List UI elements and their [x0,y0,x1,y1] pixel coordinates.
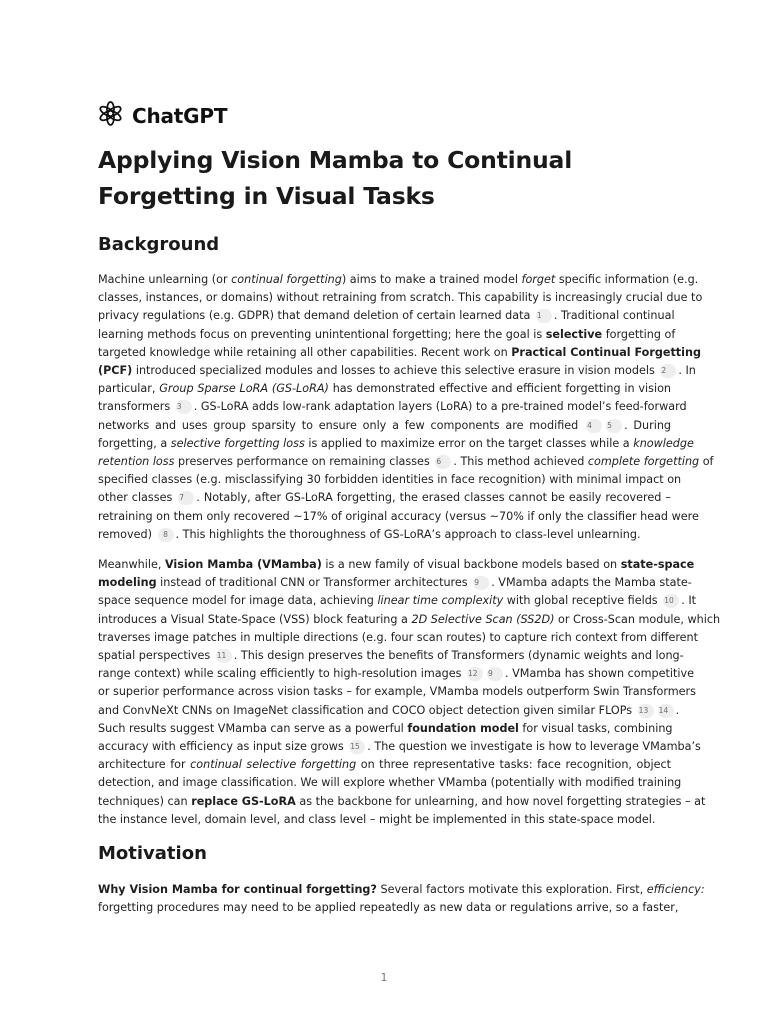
citation-badge[interactable]: 9 [473,576,489,590]
text-line: the instance level, domain level, and class level – might be implemented in this state-space model. [98,812,656,826]
text-line: targeted knowledge while retaining all other capabilities. Recent work on Practical Continual Forgetting [98,345,701,359]
text-line: Machine unlearning (or continual forgetting) aims to make a trained model forget specific information (e.g. [98,273,699,286]
citation-badge[interactable]: 7 [178,491,194,505]
brand-header [97,100,227,131]
text-line: transformers 3 . GS-LoRA adds low-rank adaptation layers (LoRA) to a pre-trained model’s feed-forward [98,400,687,414]
text-line: range context) while scaling efficiently to high-resolution images 12 9 . VMamba has shown competitive [98,667,694,681]
text-line: privacy regulations (e.g. GDPR) that demand deletion of certain learned data 1 . Traditional continual [98,309,675,323]
text-line: classes, instances, or domains) without retraining from scratch. This capability is increasingly crucial due to [98,291,703,305]
citation-badge[interactable]: 14 [658,704,674,718]
text-line: learning methods focus on preventing unintentional forgetting; here the goal is selective forgetting of [98,327,676,341]
citation-badge[interactable]: 3 [176,400,192,414]
paragraph-background-2 [98,556,721,829]
citation-badge[interactable]: 10 [663,594,679,608]
text-line: removed) 8 . This highlights the thoroughness of GS-LoRA’s approach to class-level unlearning. [98,527,641,541]
citation-badge[interactable]: 8 [158,528,174,542]
brand-name: ChatGPT [132,103,228,128]
text-line: modeling instead of traditional CNN or Transformer architectures 9 . VMamba adapts the Mamba state- [98,576,692,590]
text-line: architecture for continual selective forgetting on three representative tasks: face recognition, object [98,758,671,772]
text-line: networks and uses group sparsity to ensure only a few components are modified 4 5 . During [98,418,672,432]
text-line: detection, and image classification. We will explore whether VMamba (potentially with modified training [98,776,682,790]
text-line: (PCF) introduced specialized modules and losses to achieve this selective erasure in vision models 2 . In [98,364,696,378]
citation-badge[interactable]: 11 [216,649,232,663]
text-line: other classes 7 . Notably, after GS-LoRA forgetting, the erased classes cannot be easily recovered – [98,491,671,505]
paragraph-motivation-1 [98,881,705,917]
text-line: forgetting, a selective forgetting loss is applied to maximize error on the target classes while a knowledge [98,436,694,450]
text-line: retention loss preserves performance on remaining classes 6 . This method achieved complete forgetting of [98,455,714,469]
citation-badge[interactable]: 15 [349,740,365,754]
text-line: introduces a Visual State-Space (VSS) block featuring a 2D Selective Scan (SS2D) or Cross-Scan module, which [98,612,721,626]
citation-badge[interactable]: 5 [606,419,622,433]
text-line: or superior performance across vision tasks – for example, VMamba models outperform Swin Transformers [98,685,696,699]
section-heading-motivation: Motivation [98,843,207,864]
section-heading-background: Background [98,234,220,255]
citation-badge[interactable]: 4 [586,419,602,433]
document-title: Applying Vision Mamba to Continual Forgetting in Visual Tasks [98,146,573,210]
paragraph-background-1 [98,271,714,544]
text-line: forgetting procedures may need to be applied repeatedly as new data or regulations arrive, so a faster, [98,901,679,915]
citation-badge[interactable]: 13 [638,704,654,718]
text-line: particular, Group Sparse LoRA (GS-LoRA) has demonstrated effective and efficient forgetting in vision [98,382,672,396]
citation-badge[interactable]: 1 [536,309,552,323]
text-line: and ConvNeXt CNNs on ImageNet classification and COCO object detection given similar FLOPs 13 14 . [98,703,680,717]
text-line: spatial perspectives 11 . This design preserves the benefits of Transformers (dynamic weights and long- [98,649,684,663]
text-line: Such results suggest VMamba can serve as a powerful foundation model for visual tasks, combining [98,721,673,735]
text-line: specified classes (e.g. misclassifying 30 forbidden identities in face recognition) with minimal impact on [98,473,682,487]
text-line: retraining on them only recovered ~17% of original accuracy (versus ~70% if only the classifier head were [98,509,699,523]
openai-logo-icon [97,100,132,131]
text-line: Meanwhile, Vision Mamba (VMamba) is a new family of visual backbone models based on state-space [98,558,695,571]
text-line: accuracy with efficiency as input size grows 15 . The question we investigate is how to leverage VMamba’s [98,740,701,754]
text-line: traverses image patches in multiple directions (e.g. four scan routes) to capture rich context from different [98,630,699,644]
text-line: techniques) can replace GS-LoRA as the backbone for unlearning, and how novel forgetting strategies – at [98,794,706,808]
citation-badge[interactable]: 6 [435,455,451,469]
citation-badge[interactable]: 9 [487,667,503,681]
citation-badge[interactable]: 12 [467,667,483,681]
page-number: 1 [380,971,388,984]
citation-badge[interactable]: 2 [660,364,676,378]
text-line: Why Vision Mamba for continual forgetting? Several factors motivate this exploration. First, efficiency: [98,883,705,896]
text-line: space sequence model for image data, achieving linear time complexity with global receptive fields 10 . It [98,594,697,608]
